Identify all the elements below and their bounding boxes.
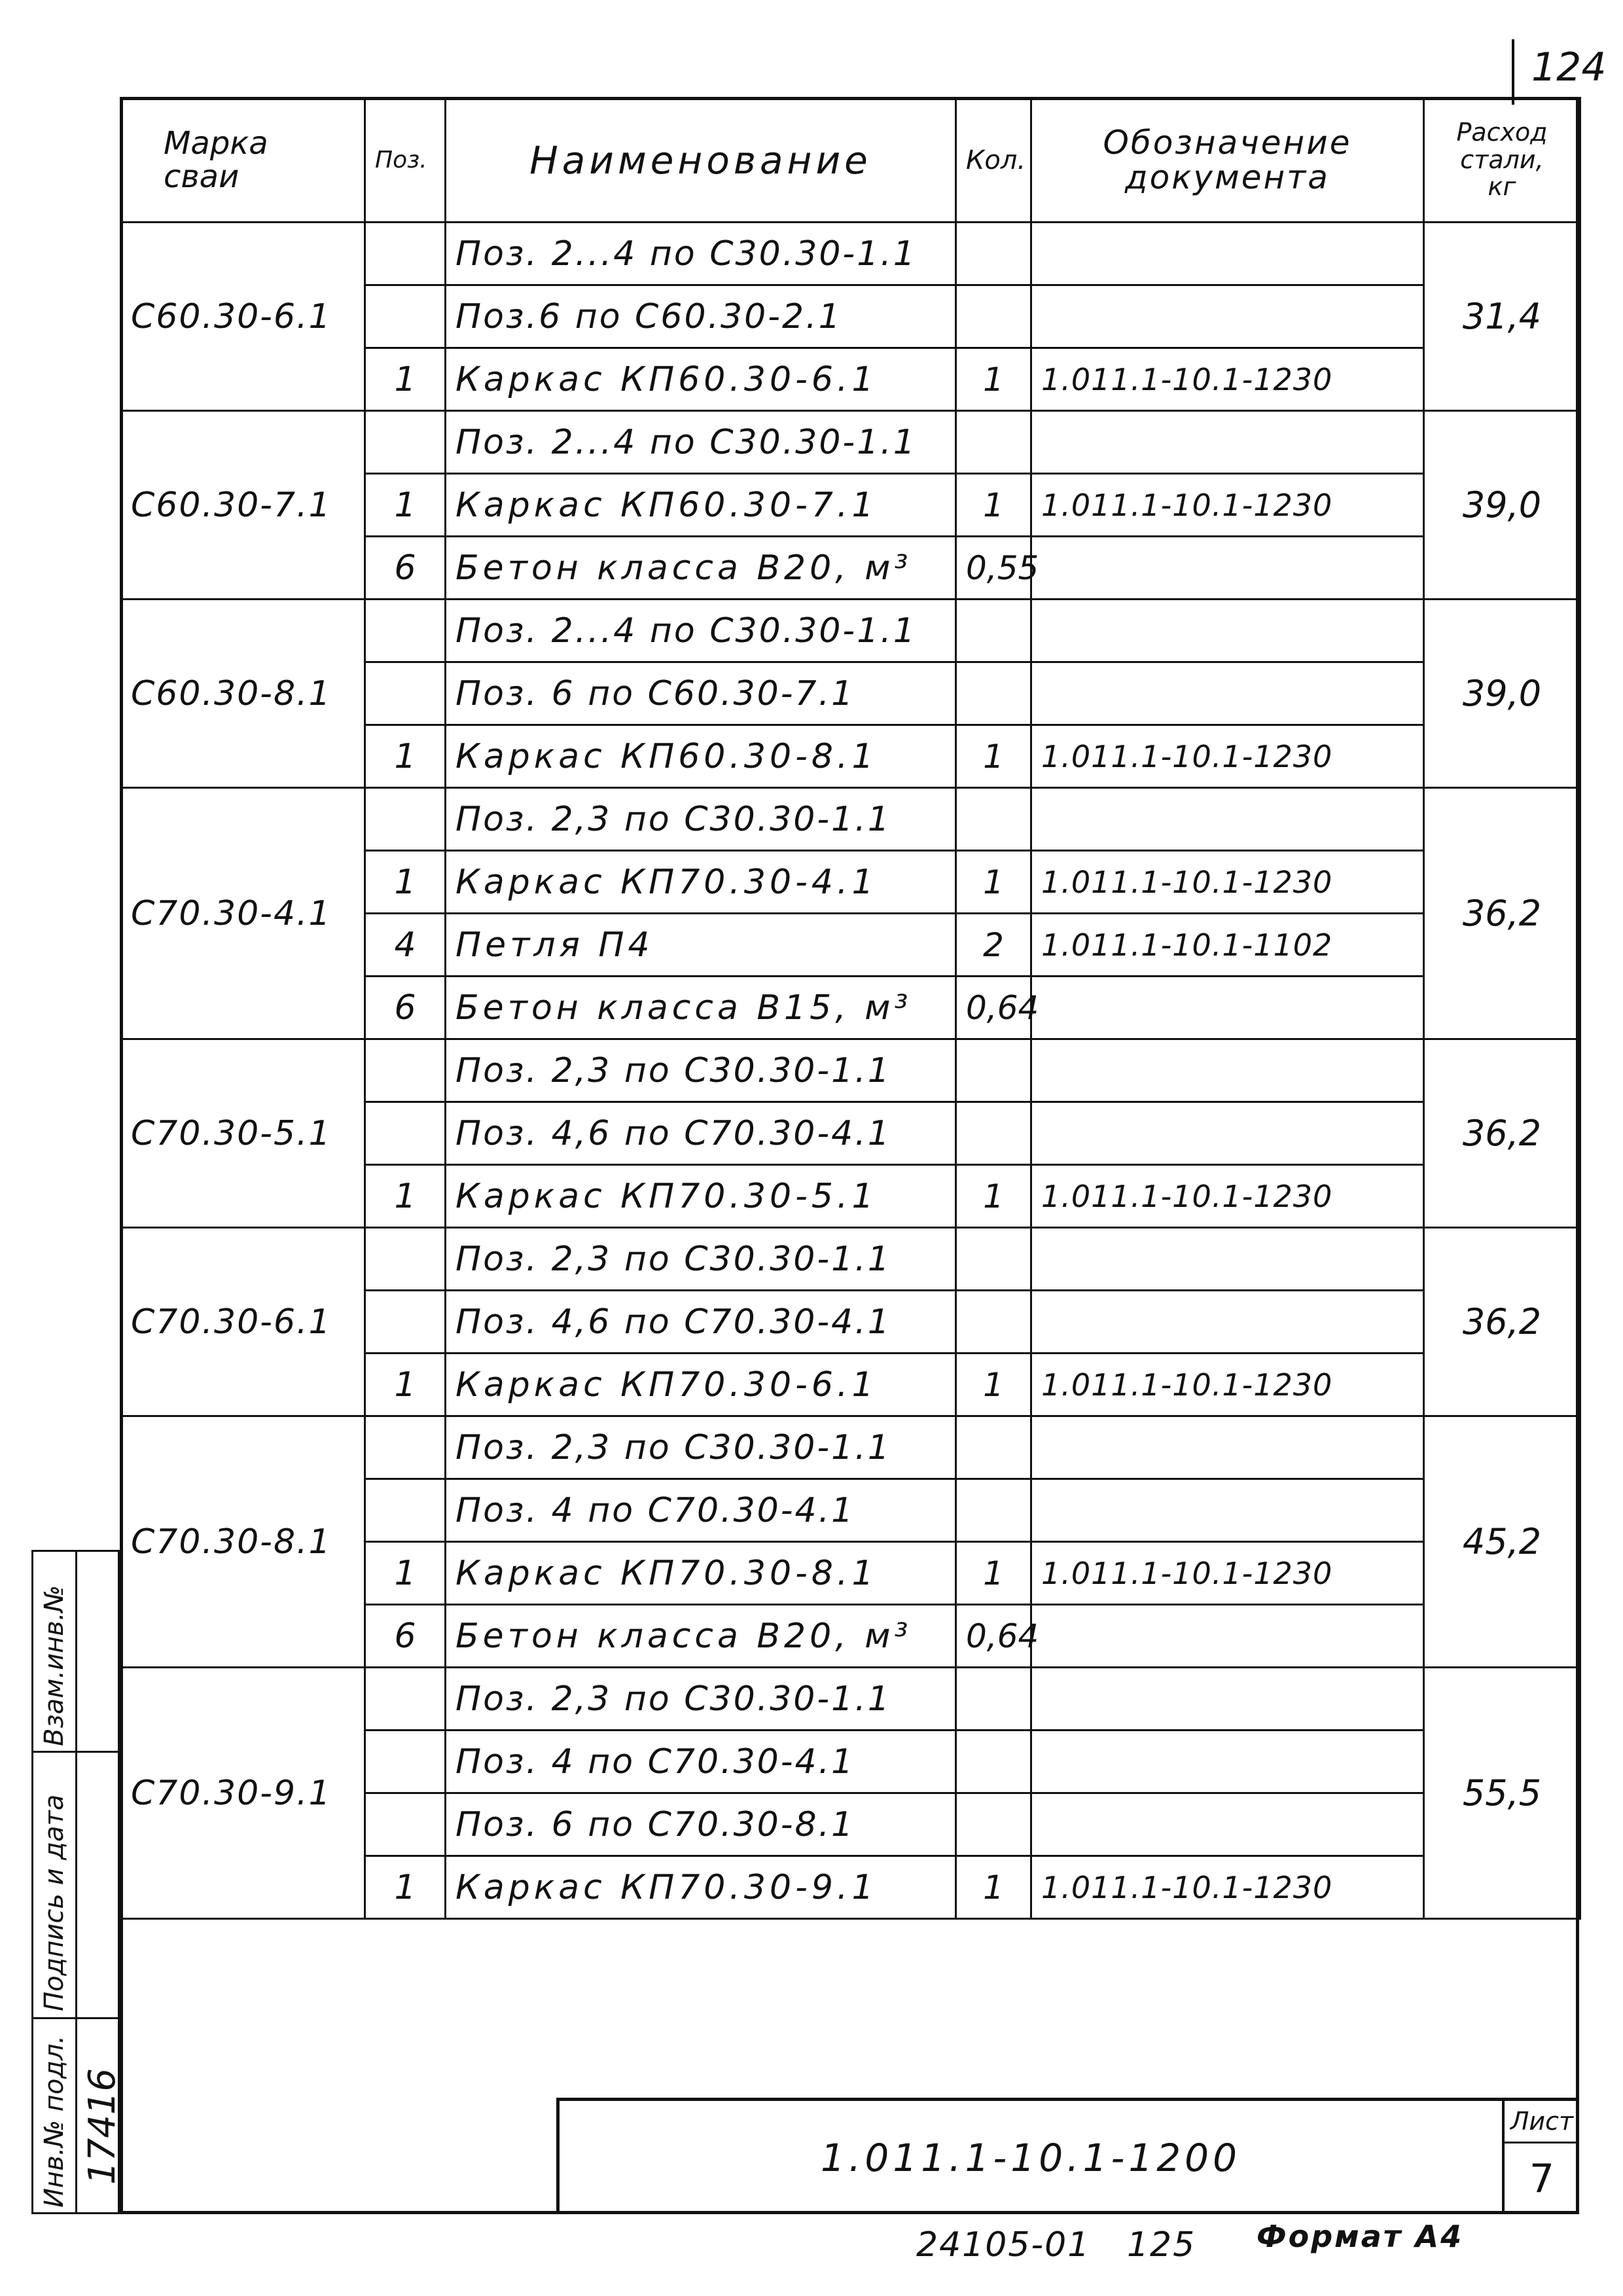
name-cell: Поз. 2,3 по С30.30-1.1 <box>446 788 956 851</box>
pile-mark-cell: С70.30-4.1 <box>121 788 365 1039</box>
steel-cell: 31,4 <box>1424 223 1580 411</box>
qty-cell: 0,64 <box>956 1605 1031 1668</box>
doc-cell: 1.011.1-10.1-1230 <box>1031 1165 1424 1228</box>
qty-cell: 1 <box>956 1354 1031 1416</box>
pile-mark-cell: С70.30-5.1 <box>121 1039 365 1228</box>
header-pos: Поз. <box>365 98 446 223</box>
name-cell: Бетон класса В15, м³ <box>446 977 956 1039</box>
name-cell: Поз. 4 по С70.30-4.1 <box>446 1731 956 1793</box>
qty-cell: 1 <box>956 851 1031 914</box>
pos-cell: 6 <box>365 977 446 1039</box>
steel-cell: 39,0 <box>1424 600 1580 788</box>
side-cell-sign-date-value <box>75 1751 120 2019</box>
name-cell: Поз. 6 по С60.30-7.1 <box>446 662 956 725</box>
side-cell-replace-inv-value <box>75 1550 120 1753</box>
sheet-label: Лист <box>1505 2101 1579 2144</box>
name-cell: Поз.6 по С60.30-2.1 <box>446 285 956 348</box>
name-cell: Каркас КП70.30-6.1 <box>446 1354 956 1416</box>
qty-cell: 1 <box>956 1165 1031 1228</box>
pile-mark-cell: С70.30-8.1 <box>121 1416 365 1668</box>
pile-mark-cell: С60.30-7.1 <box>121 411 365 600</box>
qty-cell: 1 <box>956 348 1031 411</box>
pos-cell: 6 <box>365 1605 446 1668</box>
sheet-number: 7 <box>1529 2156 1555 2202</box>
name-cell: Поз. 2,3 по С30.30-1.1 <box>446 1039 956 1102</box>
doc-cell: 1.011.1-10.1-1230 <box>1031 1542 1424 1605</box>
header-doc-text: Обозначение документа <box>1103 124 1352 196</box>
name-cell: Поз. 4,6 по С70.30-4.1 <box>446 1291 956 1354</box>
doc-cell: 1.011.1-10.1-1102 <box>1031 914 1424 977</box>
qty-cell: 1 <box>956 1542 1031 1605</box>
name-cell: Каркас КП70.30-5.1 <box>446 1165 956 1228</box>
pos-cell: 1 <box>365 474 446 537</box>
name-cell: Поз. 2...4 по С30.30-1.1 <box>446 411 956 474</box>
qty-cell: 0,64 <box>956 977 1031 1039</box>
qty-cell: 1 <box>956 725 1031 788</box>
name-cell: Поз. 4,6 по С70.30-4.1 <box>446 1102 956 1165</box>
side-replace-inv: Взам.инв.№ <box>39 1585 69 1746</box>
doc-cell: 1.011.1-10.1-1230 <box>1031 725 1424 788</box>
pos-cell: 1 <box>365 1542 446 1605</box>
steel-cell: 45,2 <box>1424 1416 1580 1668</box>
qty-cell: 0,55 <box>956 537 1031 600</box>
page-number-divider <box>1512 39 1514 105</box>
pile-mark-cell: С70.30-9.1 <box>121 1668 365 1919</box>
name-cell: Каркас КП70.30-9.1 <box>446 1856 956 1919</box>
qty-cell: 2 <box>956 914 1031 977</box>
name-cell: Каркас КП70.30-8.1 <box>446 1542 956 1605</box>
name-cell: Каркас КП60.30-6.1 <box>446 348 956 411</box>
pos-cell: 1 <box>365 1354 446 1416</box>
doc-cell: 1.011.1-10.1-1230 <box>1031 851 1424 914</box>
name-cell: Поз. 6 по С70.30-8.1 <box>446 1793 956 1856</box>
steel-cell: 39,0 <box>1424 411 1580 600</box>
pos-cell: 1 <box>365 1165 446 1228</box>
drawing-frame <box>120 97 1579 2214</box>
pos-cell: 1 <box>365 725 446 788</box>
pos-cell: 6 <box>365 537 446 600</box>
header-qty: Кол. <box>956 98 1031 223</box>
pos-cell: 1 <box>365 348 446 411</box>
name-cell: Поз. 2...4 по С30.30-1.1 <box>446 223 956 285</box>
name-cell: Поз. 4 по С70.30-4.1 <box>446 1479 956 1542</box>
name-cell: Бетон класса В20, м³ <box>446 537 956 600</box>
pile-mark-cell: С60.30-6.1 <box>121 223 365 411</box>
pos-cell: 4 <box>365 914 446 977</box>
doc-cell: 1.011.1-10.1-1230 <box>1031 474 1424 537</box>
side-sign-date: Подпись и дата <box>39 1794 69 2011</box>
steel-cell: 36,2 <box>1424 788 1580 1039</box>
page-number: 124 <box>1531 45 1607 90</box>
pos-cell: 1 <box>365 1856 446 1919</box>
doc-cell: 1.011.1-10.1-1230 <box>1031 348 1424 411</box>
header-steel-text: Расход стали, кг <box>1456 117 1548 202</box>
name-cell: Поз. 2,3 по С30.30-1.1 <box>446 1668 956 1731</box>
doc-cell: 1.011.1-10.1-1230 <box>1031 1354 1424 1416</box>
name-cell: Поз. 2,3 по С30.30-1.1 <box>446 1228 956 1291</box>
qty-cell: 1 <box>956 474 1031 537</box>
name-cell: Поз. 2...4 по С30.30-1.1 <box>446 600 956 662</box>
name-cell: Каркас КП60.30-8.1 <box>446 725 956 788</box>
pos-cell: 1 <box>365 851 446 914</box>
name-cell: Каркас КП60.30-7.1 <box>446 474 956 537</box>
steel-cell: 36,2 <box>1424 1039 1580 1228</box>
name-cell: Поз. 2,3 по С30.30-1.1 <box>446 1416 956 1479</box>
doc-cell: 1.011.1-10.1-1230 <box>1031 1856 1424 1919</box>
side-inv-orig: Инв.№ подл. <box>39 2035 69 2208</box>
name-cell: Петля П4 <box>446 914 956 977</box>
pile-mark-cell: С70.30-6.1 <box>121 1228 365 1416</box>
document-code: 1.011.1-10.1-1200 <box>821 2135 1241 2180</box>
title-block <box>556 2098 1579 2214</box>
footer-format: Формат А4 <box>1257 2219 1464 2254</box>
footer-code: 24105-01 125 <box>916 2225 1196 2265</box>
name-cell: Каркас КП70.30-4.1 <box>446 851 956 914</box>
steel-cell: 55,5 <box>1424 1668 1580 1919</box>
side-title-strip <box>31 1550 124 2214</box>
pile-mark-cell: С60.30-8.1 <box>121 600 365 788</box>
header-name: Наименование <box>446 98 956 223</box>
side-inv-number: 17416 <box>81 2068 124 2185</box>
sheet-box <box>1502 2101 1579 2214</box>
name-cell: Бетон класса В20, м³ <box>446 1605 956 1668</box>
steel-cell: 36,2 <box>1424 1228 1580 1416</box>
header-mark-text: Марка сваи <box>164 125 268 195</box>
qty-cell: 1 <box>956 1856 1031 1919</box>
